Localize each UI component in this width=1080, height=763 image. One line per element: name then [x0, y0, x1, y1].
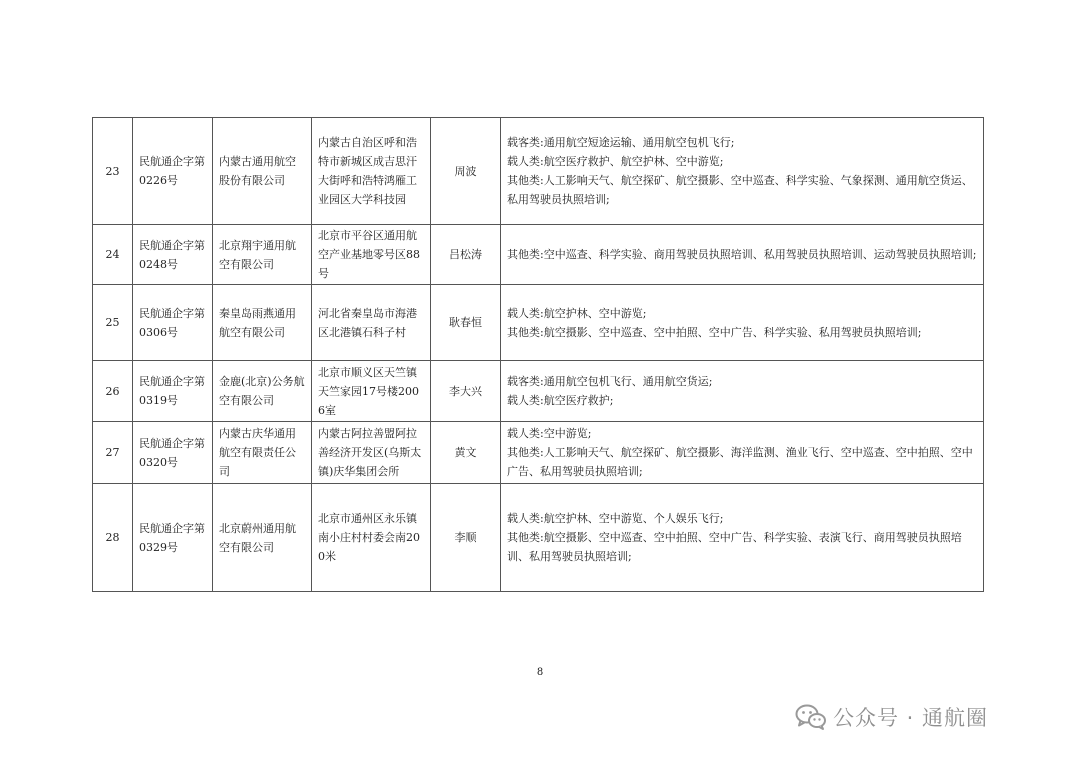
legal-representative: 耿春恒: [431, 285, 501, 361]
row-number: 24: [93, 225, 133, 285]
scope-line: 载客类:通用航空短途运输、通用航空包机飞行;: [507, 136, 735, 149]
permit-number: 民航通企字第0226号: [133, 118, 213, 225]
row-number: 26: [93, 361, 133, 422]
company-address: 内蒙古阿拉善盟阿拉善经济开发区(乌斯太镇)庆华集团会所: [312, 422, 431, 484]
page-number: 8: [536, 667, 544, 678]
legal-representative: 李顺: [431, 484, 501, 592]
company-name: 金鹿(北京)公务航空有限公司: [213, 361, 312, 422]
scope-line: 其他类:空中巡查、科学实验、商用驾驶员执照培训、私用驾驶员执照培训、运动驾驶员执照培训;: [507, 248, 977, 261]
legal-representative: 周波: [431, 118, 501, 225]
scope-line: 载人类:航空医疗救护、航空护林、空中游览;: [507, 155, 724, 168]
watermark-text: 公众号 · 通航圈: [833, 706, 989, 730]
company-address: 内蒙古自治区呼和浩特市新城区成吉思汗大街呼和浩特鸿雁工业园区大学科技园: [312, 118, 431, 225]
company-name: 北京翔宇通用航空有限公司: [213, 225, 312, 285]
table-row: [93, 225, 984, 285]
row-number: 25: [93, 285, 133, 361]
permit-table: [92, 117, 984, 592]
table-row: [93, 422, 984, 484]
permit-number: 民航通企字第0306号: [133, 285, 213, 361]
permit-number: 民航通企字第0248号: [133, 225, 213, 285]
company-address: 北京市通州区永乐镇南小庄村村委会南200米: [312, 484, 431, 592]
row-number: 28: [93, 484, 133, 592]
permit-number: 民航通企字第0320号: [133, 422, 213, 484]
legal-representative: 黄文: [431, 422, 501, 484]
company-name: 北京蔚州通用航空有限公司: [213, 484, 312, 592]
scope-line: 其他类:人工影响天气、航空探矿、航空摄影、空中巡查、科学实验、气象探测、通用航空货运、私用驾驶员执照培训;: [507, 174, 973, 206]
permit-number: 民航通企字第0329号: [133, 484, 213, 592]
table-row: [93, 118, 984, 225]
business-scope: [501, 285, 984, 361]
table-row: [93, 484, 984, 592]
scope-line: 载人类:空中游览;: [507, 427, 592, 440]
table-row: [93, 285, 984, 361]
watermark: [795, 700, 988, 734]
business-scope: [501, 422, 984, 484]
business-scope: [501, 118, 984, 225]
row-number: 27: [93, 422, 133, 484]
legal-representative: 吕松涛: [431, 225, 501, 285]
scope-line: 其他类:航空摄影、空中巡查、空中拍照、空中广告、科学实验、私用驾驶员执照培训;: [507, 325, 922, 339]
scope-line: 其他类:航空摄影、空中巡查、空中拍照、空中广告、科学实验、表演飞行、商用驾驶员执照培训、私用驾驶员执照培训;: [507, 531, 962, 563]
company-address: 河北省秦皇岛市海港区北港镇石科子村: [312, 285, 431, 361]
company-name: 秦皇岛雨燕通用航空有限公司: [213, 285, 312, 361]
company-name: 内蒙古庆华通用航空有限责任公司: [213, 422, 312, 484]
company-address: 北京市顺义区天竺镇天竺家园17号楼2006室: [312, 361, 431, 422]
permit-number: 民航通企字第0319号: [133, 361, 213, 422]
table-row: [93, 361, 984, 422]
wechat-icon: [795, 703, 827, 731]
scope-line: 载人类:航空护林、空中游览、个人娱乐飞行;: [507, 512, 724, 525]
company-address: 北京市平谷区通用航空产业基地零号区88号: [312, 225, 431, 285]
scope-line: 载人类:航空护林、空中游览;: [507, 306, 647, 320]
company-name: 内蒙古通用航空股份有限公司: [213, 118, 312, 225]
scope-line: 其他类:人工影响天气、航空探矿、航空摄影、海洋监测、渔业飞行、空中巡查、空中拍照、空中广告、私用驾驶员执照培训;: [507, 446, 973, 478]
business-scope: [501, 484, 984, 592]
business-scope: [501, 361, 984, 422]
legal-representative: 李大兴: [431, 361, 501, 422]
row-number: 23: [93, 118, 133, 225]
scope-line: 载人类:航空医疗救护;: [507, 394, 614, 407]
business-scope: [501, 225, 984, 285]
scope-line: 载客类:通用航空包机飞行、通用航空货运;: [507, 375, 713, 388]
